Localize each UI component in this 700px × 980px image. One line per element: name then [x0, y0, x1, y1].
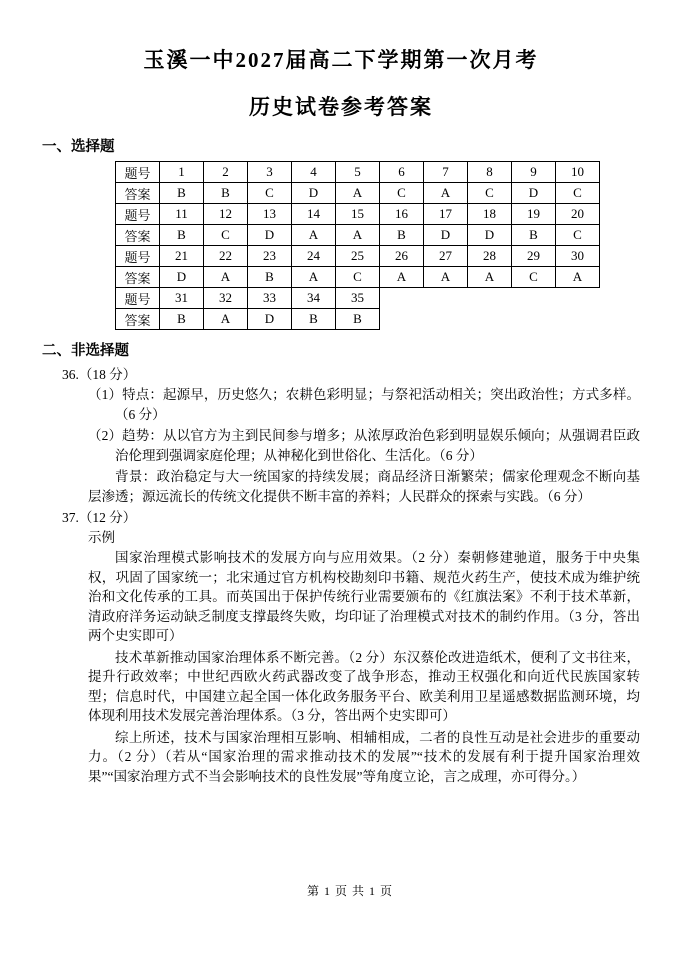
answer-cell: C [380, 183, 424, 204]
question-number-cell: 3 [248, 162, 292, 183]
answer-cell: C [204, 225, 248, 246]
question-number-cell: 8 [468, 162, 512, 183]
row-header-cell: 题号 [116, 162, 160, 183]
answer-cell: A [336, 183, 380, 204]
answer-cell: D [248, 225, 292, 246]
paper-subtitle: 历史试卷参考答案 [249, 95, 433, 119]
answer-cell: D [292, 183, 336, 204]
q37-paragraph-2: 技术革新推动国家治理体系不断完善。（2 分）东汉蔡伦改进造纸术，便利了文书往来，提升行政效率；中世纪西欧火药武器改变了战争形态，推动王权强化和向近代民族国家转型；信息时代，中国建立起全国一体化政务服务平台、欧美利用卫星遥感数据监测环境，均体现利用技术发展完善治理体系。（3 分，答出两个史实即可） [88, 649, 640, 723]
answer-cell: B [292, 309, 336, 330]
question-number-cell: 9 [512, 162, 556, 183]
question-number-cell: 10 [556, 162, 600, 183]
answer-cell: A [336, 225, 380, 246]
answer-table [115, 161, 600, 330]
page-footer: 第 1 页 共 1 页 [306, 884, 393, 898]
question-number-cell: 28 [468, 246, 512, 267]
question-number-cell: 14 [292, 204, 336, 225]
question-number-cell: 7 [424, 162, 468, 183]
answer-cell: B [160, 225, 204, 246]
question-number-cell: 17 [424, 204, 468, 225]
answer-cell: B [160, 183, 204, 204]
answer-cell: B [160, 309, 204, 330]
answer-cell: D [468, 225, 512, 246]
question-number-cell: 2 [204, 162, 248, 183]
question-number-cell: 25 [336, 246, 380, 267]
question-number-cell: 21 [160, 246, 204, 267]
row-header-cell: 答案 [116, 225, 160, 246]
table-row [116, 225, 600, 246]
answer-cell: B [204, 183, 248, 204]
answer-cell: C [556, 225, 600, 246]
table-row [116, 246, 600, 267]
question-number-cell: 23 [248, 246, 292, 267]
answer-cell: D [160, 267, 204, 288]
table-row [116, 204, 600, 225]
row-header-cell: 答案 [116, 267, 160, 288]
question-number-cell: 18 [468, 204, 512, 225]
answer-cell: A [204, 267, 248, 288]
question-number-cell: 32 [204, 288, 248, 309]
answer-cell: A [424, 267, 468, 288]
row-header-cell: 题号 [116, 288, 160, 309]
question-number-cell: 34 [292, 288, 336, 309]
table-row [116, 183, 600, 204]
answer-cell: C [512, 267, 556, 288]
question-number-cell: 20 [556, 204, 600, 225]
row-header-cell: 题号 [116, 204, 160, 225]
answer-cell: C [336, 267, 380, 288]
question-number-cell: 16 [380, 204, 424, 225]
section-free-heading: 二、非选择题 [42, 343, 129, 359]
question-number-cell: 35 [336, 288, 380, 309]
exam-title: 玉溪一中2027届高二下学期第一次月考 [143, 48, 539, 72]
answer-cell: A [556, 267, 600, 288]
question-number-cell: 22 [204, 246, 248, 267]
answer-cell: D [248, 309, 292, 330]
answer-cell: A [292, 267, 336, 288]
question-number-cell: 11 [160, 204, 204, 225]
question-number-cell: 6 [380, 162, 424, 183]
question-number-cell: 33 [248, 288, 292, 309]
row-header-cell: 答案 [116, 183, 160, 204]
question-number-cell: 4 [292, 162, 336, 183]
answer-table-body [116, 162, 600, 330]
question-number-cell: 29 [512, 246, 556, 267]
q36-item-1: （1）特点：起源早，历史悠久；农耕色彩明显；与祭祀活动相关；突出政治性；方式多样。（6 分） [88, 387, 640, 422]
answer-cell: C [468, 183, 512, 204]
answer-cell: D [424, 225, 468, 246]
question-number-cell: 5 [336, 162, 380, 183]
question-36-number: 36.（18 分） [62, 367, 137, 382]
answer-cell: A [424, 183, 468, 204]
q37-paragraph-1: 国家治理模式影响技术的发展方向与应用效果。（2 分）秦朝修建驰道，服务于中央集权，巩固了国家统一；北宋通过官方机构校勘刻印书籍、规范火药生产，使技术成为维护统治和文化传承的工具。而英国出于保护传统行业需要颁布的《红旗法案》不利于技术革新，清政府洋务运动缺乏制度支撑最终失败，均印证了治理模式对技术的制约作用。（3 分，答出两个史实即可） [88, 550, 640, 643]
table-row [116, 288, 600, 309]
question-number-cell: 1 [160, 162, 204, 183]
question-number-cell: 30 [556, 246, 600, 267]
answer-cell: A [204, 309, 248, 330]
question-number-cell: 26 [380, 246, 424, 267]
row-header-cell: 题号 [116, 246, 160, 267]
answer-cell: C [248, 183, 292, 204]
answer-cell: B [248, 267, 292, 288]
question-number-cell: 31 [160, 288, 204, 309]
answer-cell: B [336, 309, 380, 330]
table-row [116, 162, 600, 183]
question-number-cell: 12 [204, 204, 248, 225]
example-label: 示例 [88, 530, 115, 545]
answer-cell: B [380, 225, 424, 246]
question-number-cell: 19 [512, 204, 556, 225]
answer-cell: A [292, 225, 336, 246]
q36-item-2: （2）趋势：从以官方为主到民间参与增多；从浓厚政治色彩到明显娱乐倾向；从强调君臣政治伦理到强调家庭伦理；从神秘化到世俗化、生活化。（6 分） [88, 428, 640, 463]
q37-paragraph-3: 综上所述，技术与国家治理相互影响、相辅相成，二者的良性互动是社会进步的重要动力。（2 分）（若从“国家治理的需求推动技术的发展”“技术的发展有利于提升国家治理效果”“国家治理方式不当会影响技术的良性发展”等角度立论，言之成理，亦可得分。） [88, 729, 640, 784]
question-37-number: 37.（12 分） [62, 510, 137, 525]
answer-cell: B [512, 225, 556, 246]
q36-background: 背景：政治稳定与大一统国家的持续发展；商品经济日渐繁荣；儒家伦理观念不断向基层渗透；源远流长的传统文化提供不断丰富的养料；人民群众的探索与实践。（6 分） [88, 469, 640, 504]
table-row [116, 267, 600, 288]
table-row [116, 309, 600, 330]
question-number-cell: 27 [424, 246, 468, 267]
row-header-cell: 答案 [116, 309, 160, 330]
section-choice-heading: 一、选择题 [42, 139, 115, 155]
question-number-cell: 13 [248, 204, 292, 225]
question-number-cell: 24 [292, 246, 336, 267]
answer-cell: A [468, 267, 512, 288]
answer-cell: A [380, 267, 424, 288]
question-number-cell: 15 [336, 204, 380, 225]
answer-cell: D [512, 183, 556, 204]
answer-cell: C [556, 183, 600, 204]
